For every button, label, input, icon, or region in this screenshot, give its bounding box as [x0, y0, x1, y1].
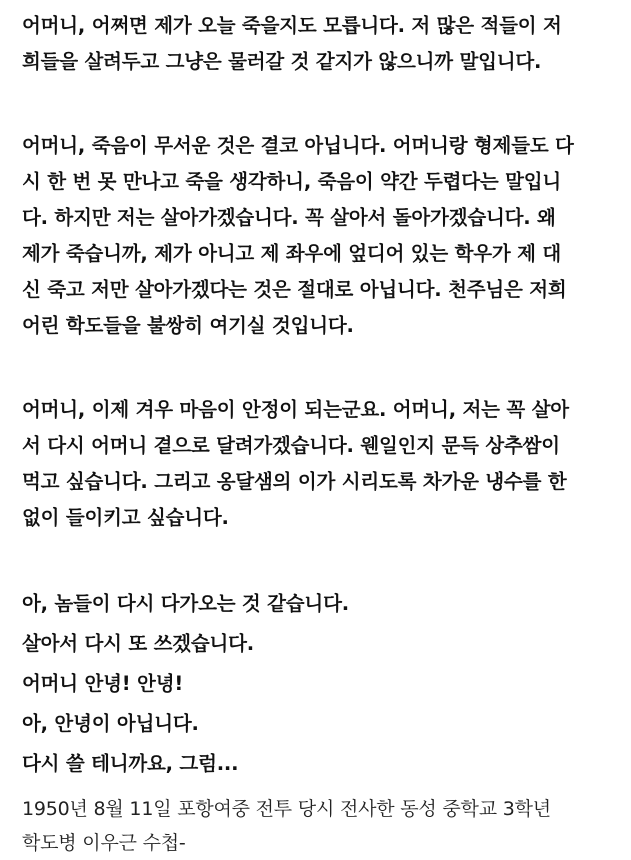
text-line: 제가 죽습니까, 제가 아니고 제 좌우에 엎디어 있는 학우가 제 대: [22, 242, 562, 265]
caption-line: 1950년 8월 11일 포항여중 전투 당시 전사한 동성 중학교 3학년: [22, 798, 551, 820]
text-line: 어머니, 어쩌면 제가 오늘 죽을지도 모릅니다. 저 많은 적들이 저: [22, 14, 562, 37]
text-line: 먹고 싶습니다. 그리고 옹달샘의 이가 시리도록 차가운 냉수를 한: [22, 470, 567, 493]
text-line: 어머니, 죽음이 무서운 것은 결코 아닙니다. 어머니랑 형제들도 다: [22, 134, 574, 157]
closing-line: 어머니 안녕! 안녕!: [22, 672, 184, 695]
closing-line: 살아서 다시 또 쓰겠습니다.: [22, 632, 254, 655]
closing-line: 아, 놈들이 다시 다가오는 것 같습니다.: [22, 592, 349, 615]
text-line: 없이 들이키고 싶습니다.: [22, 506, 229, 529]
source-caption: [22, 792, 622, 860]
letter-document: [22, 8, 622, 860]
closing-line: 아, 안녕이 아닙니다.: [22, 712, 199, 735]
letter-paragraph-2: [22, 128, 622, 344]
text-line: 어머니, 이제 겨우 마음이 안정이 되는군요. 어머니, 저는 꼭 살아: [22, 398, 569, 421]
closing-line: 다시 쓸 테니까요, 그럼...: [22, 752, 239, 775]
letter-closing: [22, 584, 622, 784]
text-line: 서 다시 어머니 곁으로 달려가겠습니다. 웬일인지 문득 상추쌈이: [22, 434, 560, 457]
text-line: 희들을 살려두고 그냥은 물러갈 것 같지가 않으니까 말입니다.: [22, 50, 542, 73]
text-line: 다. 하지만 저는 살아가겠습니다. 꼭 살아서 돌아가겠습니다. 왜: [22, 206, 556, 229]
letter-paragraph-3: [22, 392, 622, 536]
text-line: 신 죽고 저만 살아가겠다는 것은 절대로 아닙니다. 천주님은 저희: [22, 278, 567, 301]
text-line: 시 한 번 못 만나고 죽을 생각하니, 죽음이 약간 두렵다는 말입니: [22, 170, 562, 193]
text-line: 어린 학도들을 불쌍히 여기실 것입니다.: [22, 314, 354, 337]
caption-line: 학도병 이우근 수첩-: [22, 832, 186, 854]
letter-paragraph-1: [22, 8, 622, 80]
